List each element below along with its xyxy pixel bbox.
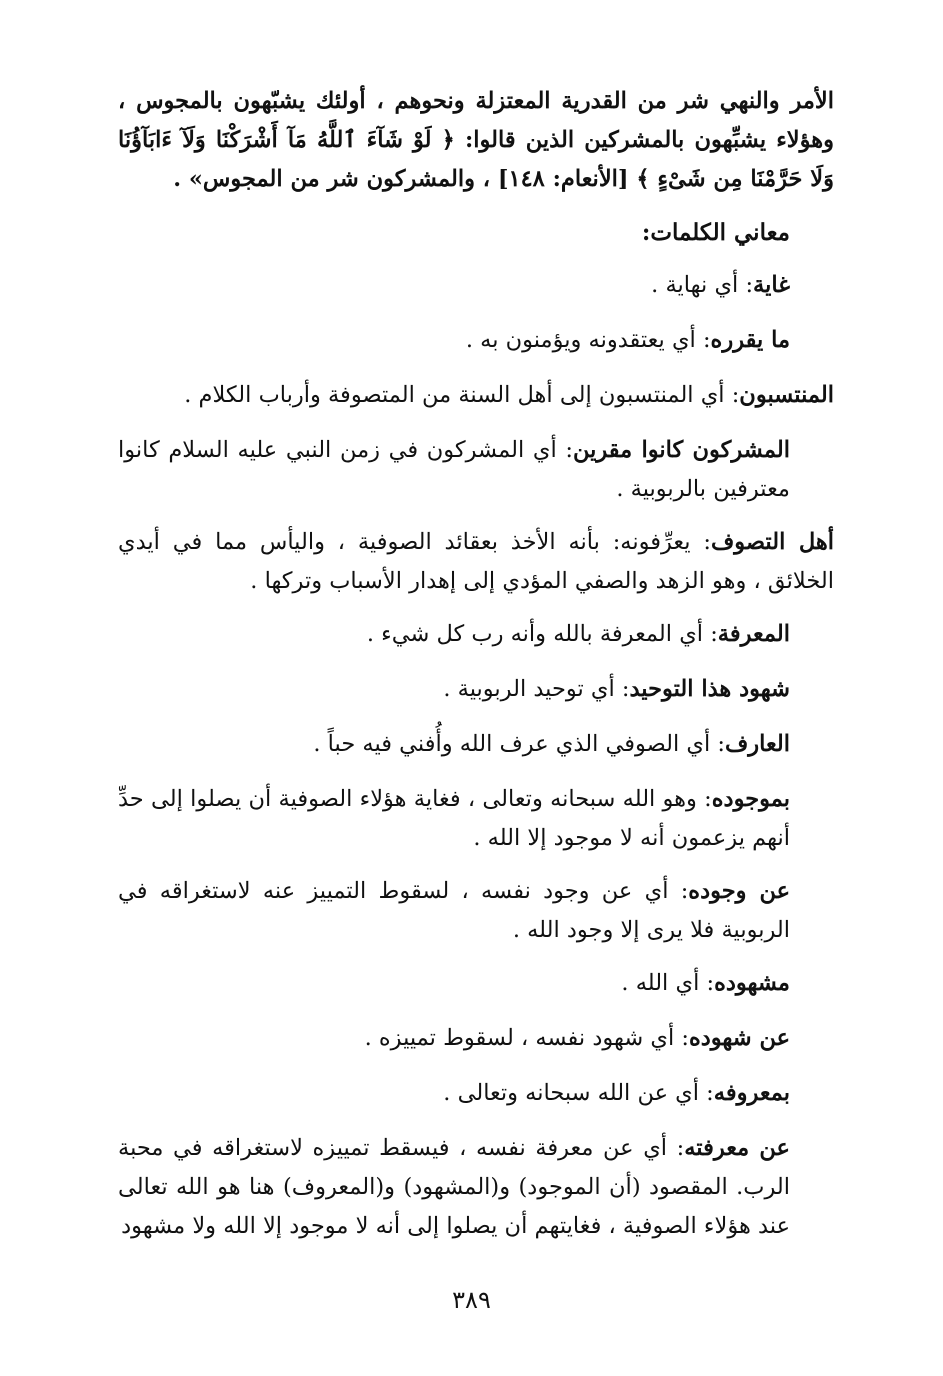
glossary-separator: :: [710, 731, 725, 757]
glossary-term: المنتسبون: [739, 382, 834, 408]
glossary-list: [118, 266, 834, 1246]
glossary-separator: :: [674, 1025, 689, 1051]
glossary-definition: أي شهود نفسه ، لسقوط تمييزه .: [364, 1025, 675, 1051]
glossary-entry: [118, 1129, 834, 1246]
glossary-separator: :: [738, 272, 754, 298]
glossary-separator: :: [724, 382, 740, 408]
glossary-entry: [118, 872, 834, 950]
glossary-term: عن وجوده: [688, 878, 790, 904]
glossary-definition: أي توحيد الربوبية .: [443, 676, 615, 702]
glossary-separator: :: [556, 437, 573, 463]
glossary-entry: [118, 523, 834, 601]
glossary-separator: :: [690, 529, 711, 555]
glossary-definition: يعرِّفونه: بأنه الأخذ بعقائد الصوفية ، واليأس مما في أيدي الخلائق ، وهو الزهد والصفي المؤدي إلى إهدار الأسباب وتركها .: [118, 529, 834, 594]
glossary-separator: :: [668, 878, 689, 904]
glossary-separator: :: [699, 1080, 714, 1106]
glossary-entry: [118, 376, 834, 415]
glossary-term: عن شهوده: [688, 1025, 790, 1051]
glossary-term: المعرفة: [717, 621, 790, 647]
glossary-separator: :: [696, 786, 712, 812]
glossary-term: بموجوده: [711, 786, 790, 812]
intro-line-1: الأمر والنهي شر من القدرية المعتزلة ونحوهم ، أولئك يشبّهون بالمجوس ،: [118, 88, 834, 114]
glossary-definition: أي الله .: [621, 970, 700, 996]
glossary-entry: [118, 670, 834, 709]
glossary-definition: أي نهاية .: [651, 272, 739, 298]
glossary-separator: :: [614, 676, 630, 702]
glossary-separator: :: [703, 621, 718, 647]
section-heading: معاني الكلمات:: [641, 219, 790, 246]
glossary-separator: :: [667, 1135, 685, 1161]
glossary-separator: :: [699, 970, 715, 996]
glossary-definition: أي المشركون في زمن النبي عليه السلام كانوا معترفين بالربوبية .: [118, 437, 790, 502]
glossary-entry: [118, 431, 834, 509]
glossary-entry: [118, 1074, 834, 1113]
glossary-term: المشركون كانوا مقرين: [572, 437, 790, 463]
intro-line-3: وَلَا حَرَّمْنَا مِن شَىْءٍ ﴾ [الأنعام: ١٤٨] ، والمشركون شر من المجوس» .: [173, 166, 834, 192]
intro-line-2: وهؤلاء يشبِّهون بالمشركين الذين قالوا: ﴿ لَوْ شَآءَ ٱللَّهُ مَآ أَشْرَكْنَا وَلَآ ءَابَآؤُنَا: [118, 127, 834, 153]
glossary-entry: [118, 1019, 834, 1058]
glossary-entry: [118, 266, 834, 305]
glossary-definition: وهو الله سبحانه وتعالى ، فغاية هؤلاء الصوفية أن يصلوا إلى حدِّ أنهم يزعمون أنه لا موجود إلا الله .: [118, 786, 790, 851]
glossary-definition: أي عن وجود نفسه ، لسقوط التمييز عنه لاستغراقه في الربوبية فلا يرى إلا وجود الله .: [118, 878, 790, 943]
glossary-definition: أي عن معرفة نفسه ، فيسقط تمييزه لاستغراقه في محبة الرب. المقصود (أن الموجود) و(المشهود) و(المعروف) هنا هو الله تعالى عند هؤلاء الصوفية ، فغايتهم أن يصلوا إلى أنه لا موجود إلا الله ولا مشهود: [118, 1135, 790, 1239]
glossary-term: مشهوده: [714, 970, 790, 996]
glossary-definition: أي المنتسبون إلى أهل السنة من المتصوفة وأرباب الكلام .: [184, 382, 725, 408]
glossary-entry: [118, 321, 834, 360]
glossary-term: عن معرفته: [684, 1135, 790, 1161]
page-number: ٣٨٩: [452, 1286, 491, 1314]
page-body: [118, 82, 834, 1260]
glossary-term: العارف: [724, 731, 790, 757]
glossary-entry: [118, 964, 834, 1003]
glossary-definition: أي الصوفي الذي عرف الله وأُفني فيه حباً .: [313, 731, 711, 757]
glossary-term: بمعروفه: [713, 1080, 790, 1106]
intro-paragraph: [118, 82, 834, 199]
glossary-term: شهود هذا التوحيد: [629, 676, 790, 702]
glossary-definition: أي يعتقدونه ويؤمنون به .: [465, 327, 696, 353]
glossary-definition: أي المعرفة بالله وأنه رب كل شيء .: [366, 621, 704, 647]
glossary-entry: [118, 725, 834, 764]
glossary-term: أهل التصوف: [710, 529, 834, 555]
glossary-term: غاية: [753, 272, 790, 298]
glossary-definition: أي عن الله سبحانه وتعالى .: [443, 1080, 700, 1106]
glossary-term: ما يقرره: [710, 327, 790, 353]
glossary-entry: [118, 780, 834, 858]
glossary-separator: :: [695, 327, 711, 353]
glossary-entry: [118, 615, 834, 654]
